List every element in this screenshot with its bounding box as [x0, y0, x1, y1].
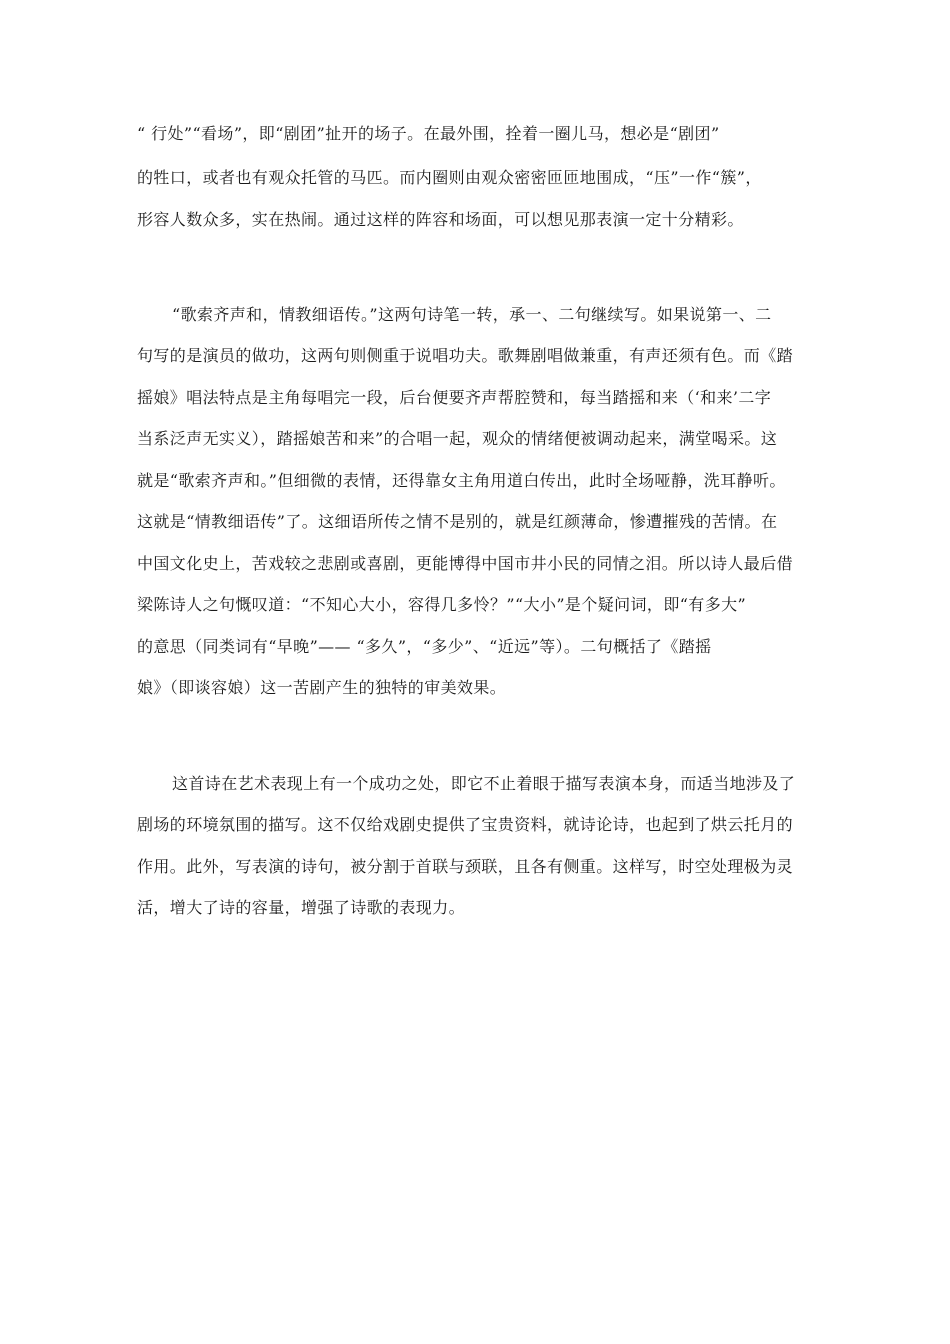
- paragraph-3-line-1: 这首诗在艺术表现上有一个成功之处，即它不止着眼于描写表演本身，而适当地涉及了: [172, 774, 796, 793]
- paragraph-3-line-3: 作用。此外，写表演的诗句，被分割于首联与颈联，且各有侧重。这样写，时空处理极为灵: [137, 857, 794, 876]
- paragraph-2-line-8: 梁陈诗人之句慨叹道：“不知心大小，容得几多怜？”“大小”是个疑问词，即“有多大”: [137, 595, 747, 614]
- paragraph-2-line-9: 的意思（同类词有“早晚”—— “多久”，“多少”、“近远”等）。二句概括了《踏摇: [137, 637, 712, 656]
- paragraph-2-line-7: 中国文化史上，苦戏较之悲剧或喜剧，更能博得中国市井小民的同情之泪。所以诗人最后借: [137, 554, 794, 573]
- paragraph-2-line-10: 娘》（即谈容娘）这一苦剧产生的独特的审美效果。: [137, 678, 507, 697]
- paragraph-2-line-5: 就是“歌索齐声和。”但细微的表情，还得靠女主角用道白传出，此时全场哑静，洗耳静听。: [137, 471, 786, 490]
- paragraph-3-line-4: 活，增大了诗的容量，增强了诗歌的表现力。: [137, 898, 466, 917]
- paragraph-1-line-2: 的牲口，或者也有观众托管的马匹。而内圈则由观众密密匝匝地围成，“压”一作“簇”，: [137, 168, 762, 187]
- paragraph-2-line-4: 当系泛声无实义），踏摇娘苦和来”的合唱一起，观众的情绪便被调动起来，满堂喝采。这: [137, 429, 778, 448]
- paragraph-2-line-2: 句写的是演员的做功，这两句则侧重于说唱功夫。歌舞剧唱做兼重，有声还须有色。而《踏: [137, 346, 794, 365]
- paragraph-2-line-3: 摇娘》唱法特点是主角每唱完一段，后台便要齐声帮腔赞和，每当踏摇和来（‘和来’二字: [137, 388, 772, 407]
- paragraph-2-line-6: 这就是“情教细语传”了。这细语所传之情不是别的，就是红颜薄命，惨遭摧残的苦情。在: [137, 512, 778, 531]
- paragraph-2-line-1: “歌索齐声和，情教细语传。”这两句诗笔一转，承一、二句继续写。如果说第一、二: [172, 305, 772, 324]
- paragraph-1-line-3: 形容人数众多，实在热闹。通过这样的阵容和场面，可以想见那表演一定十分精彩。: [137, 210, 744, 229]
- paragraph-1-line-1: “ 行处”“看场”，即“剧团”扯开的场子。在最外围，拴着一圈儿马，想必是“剧团”: [137, 124, 720, 143]
- paragraph-3-line-2: 剧场的环境氛围的描写。这不仅给戏剧史提供了宝贵资料，就诗论诗，也起到了烘云托月的: [137, 815, 794, 834]
